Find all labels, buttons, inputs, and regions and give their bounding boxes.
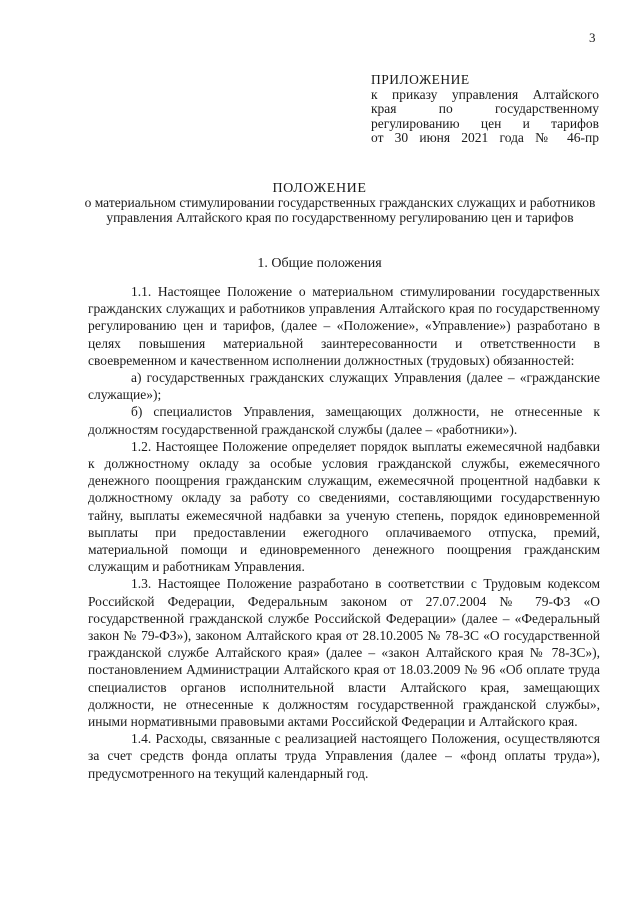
document-body xyxy=(88,283,600,782)
page-number: 3 xyxy=(589,30,596,45)
paragraph-1-1: 1.1. Настоящее Положение о материальном стимулировании государственных гражданских служащих и работников управления Алтайского края по государственному регулированию цен и тарифов, (далее – «Положение», «Управление») разработано в целях повышения материальной заинтересованности и ответственности в своевременном и качественном исполнении должностных (трудовых) обязанностей: xyxy=(88,284,600,368)
appendix-line-1: к приказу управления Алтайского xyxy=(371,86,599,102)
paragraph-1-2: 1.2. Настоящее Положение определяет порядок выплаты ежемесячной надбавки к должностному окладу за особые условия гражданской службы, ежемесячного денежного поощрения гражданским служащим, ежемесячной процентной надбавки к должностному окладу за работу со сведениями, составляющими государственную тайну, выплаты ежемесячной надбавки за ученую степень, порядок единовременной выплаты при предоставлении ежегодного оплачиваемого отпуска, премий, материальной помощи и единовременного денежного поощрения гражданским служащим и работникам Управления. xyxy=(88,438,600,575)
paragraph-1-3: 1.3. Настоящее Положение разработано в соответствии с Трудовым кодексом Российской Федерации, Федеральным законом от 27.07.2004 № 79-ФЗ «О государственной гражданской службе Российской Федерации» (далее – «Федеральный закон № 79-ФЗ»), законом Алтайского края от 28.10.2005 № 78-ЗС «О государственной гражданской службе Алтайского края» (далее – «закон Алтайского края № 78-ЗС»), постановлением Администрации Алтайского края от 18.03.2009 № 96 «Об оплате труда специалистов органов исполнительной власти Алтайского края, замещающих должности, не отнесенные к должностям государственной гражданской службы», иными нормативными правовыми актами Российской Федерации и Алтайского края. xyxy=(88,576,600,730)
paragraph-item-b: б) специалистов Управления, замещающих должности, не отнесенные к должностям государственной гражданской службы (далее – «работники»). xyxy=(88,404,600,437)
appendix-block xyxy=(371,73,599,146)
appendix-line-3: регулированию цен и тарифов xyxy=(371,115,599,131)
appendix-line-2: края по государственному xyxy=(371,101,599,116)
paragraph-item-a: а) государственных гражданских служащих Управления (далее – «гражданские служащие»); xyxy=(88,370,600,403)
document-subtitle: о материальном стимулировании государственных гражданских служащих и работников управления Алтайского края по государственному регулированию цен и тарифов xyxy=(84,195,596,225)
appendix-title: ПРИЛОЖЕНИЕ xyxy=(371,72,470,87)
section-heading: 1. Общие положения xyxy=(257,256,382,271)
appendix-line-4: от 30 июня 2021 года № 46-пр xyxy=(371,130,599,145)
paragraph-1-4: 1.4. Расходы, связанные с реализацией настоящего Положения, осуществляются за счет средств фонда оплаты труда Управления (далее – «фонд оплаты труда»), предусмотренного на текущий календарный год. xyxy=(88,731,600,781)
document-title: ПОЛОЖЕНИЕ xyxy=(272,181,367,196)
